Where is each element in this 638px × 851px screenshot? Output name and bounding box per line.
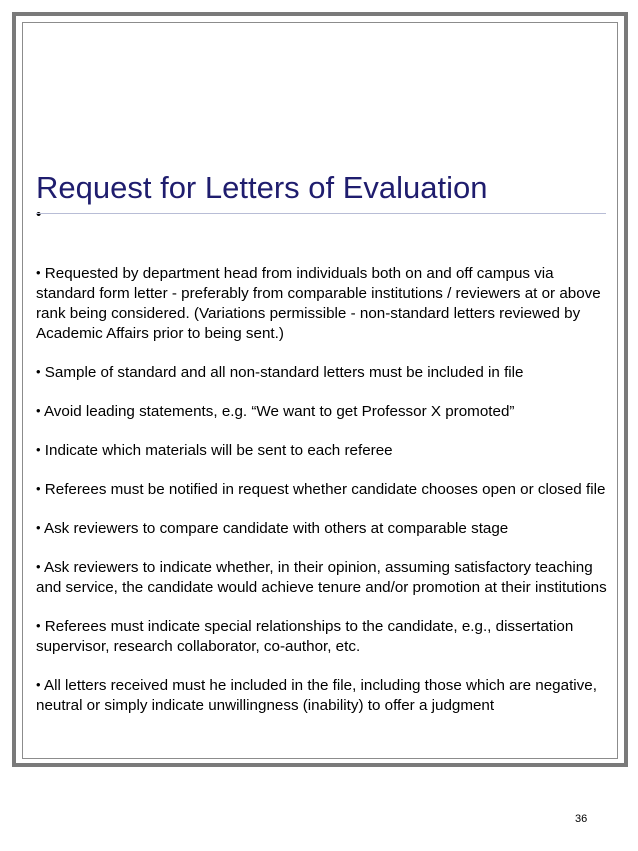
bullet-icon: • xyxy=(36,559,41,574)
bullet-text: Ask reviewers to indicate whether, in their opinion, assuming satisfactory teaching and service, the candidate would achieve tenure and/or promotion at their institutions xyxy=(36,559,607,596)
bullet-item xyxy=(36,676,616,716)
bullet-icon: • xyxy=(36,481,41,496)
bullet-item xyxy=(36,617,616,657)
bullet-icon: • xyxy=(36,677,41,692)
bullet-icon: • xyxy=(36,520,41,535)
bullet-text: Referees must indicate special relationships to the candidate, e.g., dissertation supervisor, research collaborator, co-author, etc. xyxy=(36,618,574,655)
bullet-text: Ask reviewers to compare candidate with others at comparable stage xyxy=(43,520,509,537)
bullet-text: Sample of standard and all non-standard letters must be included in file xyxy=(44,364,524,381)
bullet-item xyxy=(36,402,616,422)
bullet-item xyxy=(36,480,616,500)
bullet-item xyxy=(36,264,616,344)
bullet-item xyxy=(36,441,616,461)
bullet-text: Indicate which materials will be sent to each referee xyxy=(44,442,393,459)
bullet-icon: • xyxy=(36,442,41,457)
page-number: 36 xyxy=(575,813,588,825)
bullet-item xyxy=(36,558,616,598)
bullet-text: Avoid leading statements, e.g. “We want to get Professor X promoted” xyxy=(43,403,515,420)
bullet-text: All letters received must he included in the file, including those which are negative, neutral or simply indicate unwillingness (inability) to offer a judgment xyxy=(36,677,597,714)
bullet-icon: • xyxy=(36,403,41,418)
title-divider xyxy=(36,213,606,214)
bullet-item xyxy=(36,519,616,539)
bullet-icon: • xyxy=(36,618,41,633)
bullet-item xyxy=(36,363,616,383)
slide-title: Request for Letters of Evaluation xyxy=(36,170,488,205)
bullet-text: Referees must be notified in request whether candidate chooses open or closed file xyxy=(44,481,606,498)
bullet-list xyxy=(36,264,616,735)
bullet-icon: • xyxy=(36,364,41,379)
bullet-icon: • xyxy=(36,265,41,280)
bullet-text: Requested by department head from individuals both on and off campus via standard form letter - preferably from comparable institutions / reviewers at or above rank being considered. (Variations permissible - non-standard letters reviewed by Academic Affairs prior to being sent.) xyxy=(36,265,601,342)
title-bullet: • xyxy=(36,206,42,223)
